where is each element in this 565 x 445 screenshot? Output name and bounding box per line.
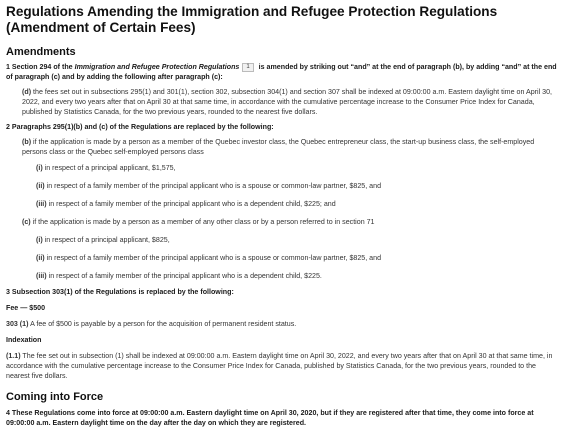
section-1-text-a: 1 Section 294 of the [6,63,75,71]
subparagraph-b-i [6,163,559,173]
paragraph-b-text: if the application is made by a person as a member of the Quebec investor class, the Quebec entrepreneur class, the start-up business class, the self-employed persons class or the Quebec self-employed persons class [22,138,535,156]
subparagraph-label: (iii) [36,272,47,280]
subparagraph-label: (ii) [36,182,45,190]
page-title: Regulations Amending the Immigration and Refugee Protection Regulations (Amendment of Certain Fees) [6,4,498,35]
subparagraph-b-iii [6,199,559,209]
paragraph-b-label: (b) [22,138,32,146]
subparagraph-text: in respect of a principal applicant, $825, [42,236,170,244]
paragraph-c-label: (c) [22,218,31,226]
section-4: 4 These Regulations come into force at 09:00:00 a.m. Eastern daylight time on April 30, 2020, but if they are registered after that time, they come into force at 09:00:00 a.m. Eastern daylight time on the day after the day on which they are registered. [6,409,534,427]
paragraph-d-label: (d) [22,88,32,96]
section-1-intro [6,62,559,82]
paragraph-b [6,137,559,157]
subsection-303-1-1-label: (1.1) [6,352,21,360]
subparagraph-label: (iii) [36,200,47,208]
footnote-link[interactable]: 1 [242,63,253,72]
subparagraph-b-ii [6,181,559,191]
subparagraph-label: (ii) [36,254,45,262]
subsection-303-1-1-text: The fee set out in subsection (1) shall be indexed at 09:00:00 a.m. Eastern daylight time on April 30, 2022, and every two years after that on April 30 at that same time, in accordance with the cumulative percentage increase to the Consumer Price Index for Canada, published by Statistics Canada, for the two previous years, rounded to the nearest five dollars. [6,352,553,380]
paragraph-d-text: the fees set out in subsections 295(1) and 301(1), section 302, subsection 304(1) and section 307 shall be indexed at 09:00:00 a.m. Eastern daylight time on April 30, 2022, and every two years after that on April 30 at that same time, in accordance with the cumulative percentage increase to the Consumer Price Index for Canada, published by Statistics Canada, for the two previous years, rounded to the nearest five dollars. [22,88,552,116]
subparagraph-label: (i) [36,164,43,172]
amendments-heading: Amendments [6,46,76,58]
subparagraph-c-ii [6,253,559,263]
subparagraph-text: in respect of a family member of the principal applicant who is a spouse or common-law partner, $825, and [44,182,382,190]
regulations-title-italic: Immigration and Refugee Protection Regulations [74,63,240,71]
subparagraph-text: in respect of a family member of the principal applicant who is a spouse or common-law partner, $825, and [44,254,382,262]
subparagraph-text: in respect of a principal applicant, $1,575, [42,164,176,172]
paragraph-c [6,217,559,227]
section-1-text-c: is amended by striking out “and” at the end of paragraph (b), by adding “and” at the end of paragraph (c) and by adding the following after paragraph (c): [6,63,557,81]
section-3-intro: 3 Subsection 303(1) of the Regulations is replaced by the following: [6,288,234,296]
section-2-intro: 2 Paragraphs 295(1)(b) and (c) of the Regulations are replaced by the following: [6,123,274,131]
subparagraph-text: in respect of a family member of the principal applicant who is a dependent child, $225. [46,272,322,280]
fee-heading: Fee — $500 [6,304,46,312]
subparagraph-text: in respect of a family member of the principal applicant who is a dependent child, $225; and [46,200,336,208]
indexation-heading: Indexation [6,336,42,344]
subsection-303-1-label: 303 (1) [6,320,29,328]
subsection-303-1 [6,319,559,329]
paragraph-d [6,87,559,117]
subparagraph-label: (i) [36,236,43,244]
coming-into-force-heading: Coming into Force [6,391,104,403]
subsection-303-1-text: A fee of $500 is payable by a person for the acquisition of permanent resident status. [28,320,297,328]
subparagraph-c-i [6,235,559,245]
subsection-303-1-1 [6,351,559,381]
subparagraph-c-iii [6,271,559,281]
paragraph-c-text: if the application is made by a person as a member of any other class or by a person referred to in section 71 [30,218,375,226]
